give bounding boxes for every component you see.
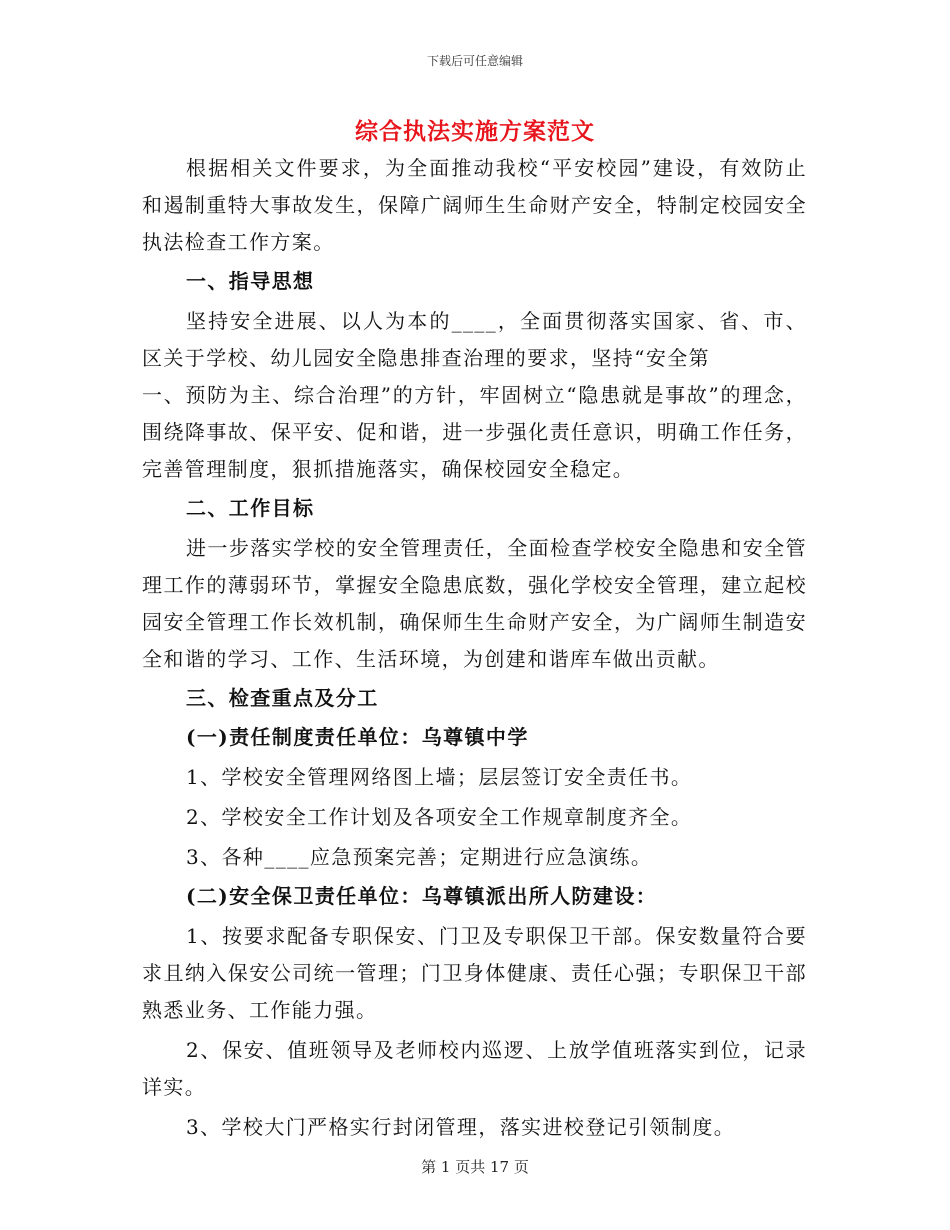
- body-paragraph: 进一步落实学校的安全管理责任，全面检查学校安全隐患和安全管理工作的薄弱环节，掌握安全隐患底数，强化学校安全管理，建立起校园安全管理工作长效机制，确保师生生命财产安全，为广阔师生制造安全和谐的学习、工作、生活环境，为创建和谐库车做出贡献。: [142, 536, 807, 671]
- body-paragraph: 一、预防为主、综合治理”的方针，牢固树立“隐患就是事故”的理念，围绕降事故、保平安、促和谐，进一步强化责任意识，明确工作任务，完善管理制度，狠抓措施落实，确保校园安全稳定。: [142, 383, 807, 481]
- intro-paragraph: 根据相关文件要求，为全面推动我校“平安校园”建设，有效防止和遏制重特大事故发生，保障广阔师生生命财产安全，特制定校园安全执法检查工作方案。: [142, 156, 807, 254]
- document-body: [142, 150, 807, 1146]
- section-heading-work-goals: 二、工作目标: [186, 496, 315, 520]
- subsection-heading-responsibility-system: (一)责任制度责任单位：乌尊镇中学: [186, 725, 529, 749]
- section-heading-inspection-focus: 三、检查重点及分工: [186, 686, 379, 710]
- section-heading-guiding-ideology: 一、指导思想: [186, 269, 315, 293]
- document-title: 综合执法实施方案范文: [355, 118, 595, 145]
- list-item: 2、保安、值班领导及老师校内巡逻、上放学值班落实到位，记录详实。: [142, 1038, 807, 1099]
- header-note: 下载后可任意编辑: [426, 54, 523, 68]
- subsection-heading-security-guard: (二)安全保卫责任单位：乌尊镇派出所人防建设：: [186, 884, 658, 908]
- list-item: 1、学校安全管理网络图上墙；层层签订安全责任书。: [186, 765, 693, 789]
- list-item: 2、学校安全工作计划及各项安全工作规章制度齐全。: [186, 805, 693, 829]
- page-number: 第 1 页共 17 页: [421, 1158, 529, 1176]
- body-paragraph: 坚持安全进展、以人为本的____，全面贯彻落实国家、省、市、区关于学校、幼儿园安全隐患排查治理的要求，坚持“安全第: [142, 309, 807, 370]
- list-item: 1、按要求配备专职保安、门卫及专职保卫干部。保安数量符合要求且纳入保安公司统一管理；门卫身体健康、责任心强；专职保卫干部熟悉业务、工作能力强。: [142, 924, 807, 1022]
- list-item: 3、各种____应急预案完善；定期进行应急演练。: [186, 845, 653, 869]
- list-item: 3、学校大门严格实行封闭管理，落实进校登记引领制度。: [186, 1115, 736, 1139]
